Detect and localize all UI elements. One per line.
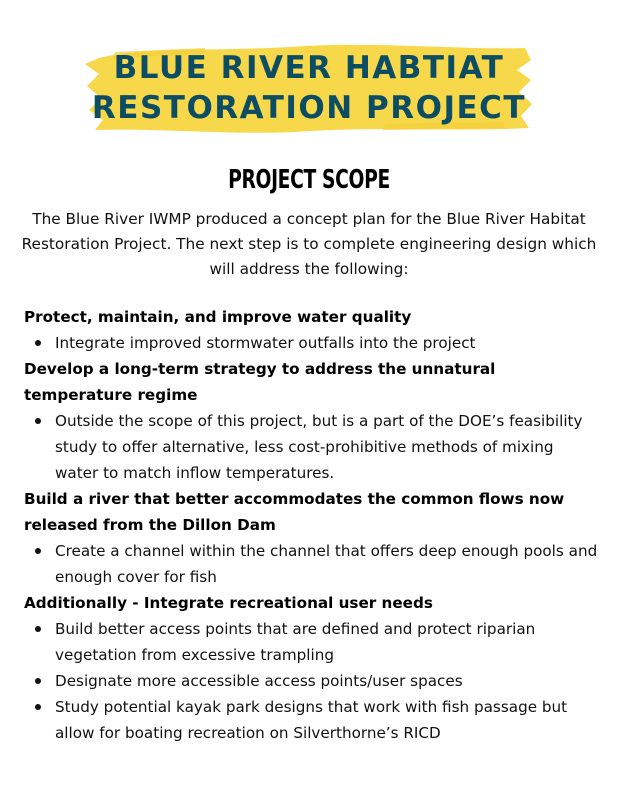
list-item: Outside the scope of this project, but is a part of the DOE’s feasibility study to offer alternative, less cost-prohibitive methods of mixing water to match inflow temperatures.: [24, 408, 599, 486]
section-heading: Build a river that better accommodates the common flows now released from the Dillon Dam: [24, 490, 565, 534]
title-banner: [85, 40, 533, 135]
page-title-line-2: RESTORATION PROJECT: [91, 90, 527, 126]
section-title: PROJECT SCOPE: [228, 165, 390, 195]
section-heading: Protect, maintain, and improve water quality: [24, 308, 412, 326]
scope-section: [24, 304, 599, 356]
page-title: [85, 48, 533, 128]
scope-section: [24, 356, 599, 486]
list-item: Build better access points that are defined and protect riparian vegetation from excessive trampling: [24, 616, 599, 668]
bullet-list: [24, 538, 599, 590]
page-title-line-1: BLUE RIVER HABTIAT: [113, 50, 505, 86]
bullet-list: [24, 616, 599, 746]
intro-paragraph: The Blue River IWMP produced a concept plan for the Blue River Habitat Restoration Project. The next step is to complete engineering design which will address the following:: [21, 210, 597, 278]
bullet-list: [24, 408, 599, 486]
section-heading: Develop a long-term strategy to address the unnatural temperature regime: [24, 360, 496, 404]
scope-content: [24, 304, 599, 746]
bullet-list: [24, 330, 599, 356]
list-item: Designate more accessible access points/user spaces: [24, 668, 599, 694]
section-heading: Additionally - Integrate recreational user needs: [24, 594, 433, 612]
list-item: Create a channel within the channel that offers deep enough pools and enough cover for fish: [24, 538, 599, 590]
scope-section: [24, 590, 599, 746]
list-item: Integrate improved stormwater outfalls into the project: [24, 330, 599, 356]
list-item: Study potential kayak park designs that work with fish passage but allow for boating recreation on Silverthorne’s RICD: [24, 694, 599, 746]
scope-section: [24, 486, 599, 590]
